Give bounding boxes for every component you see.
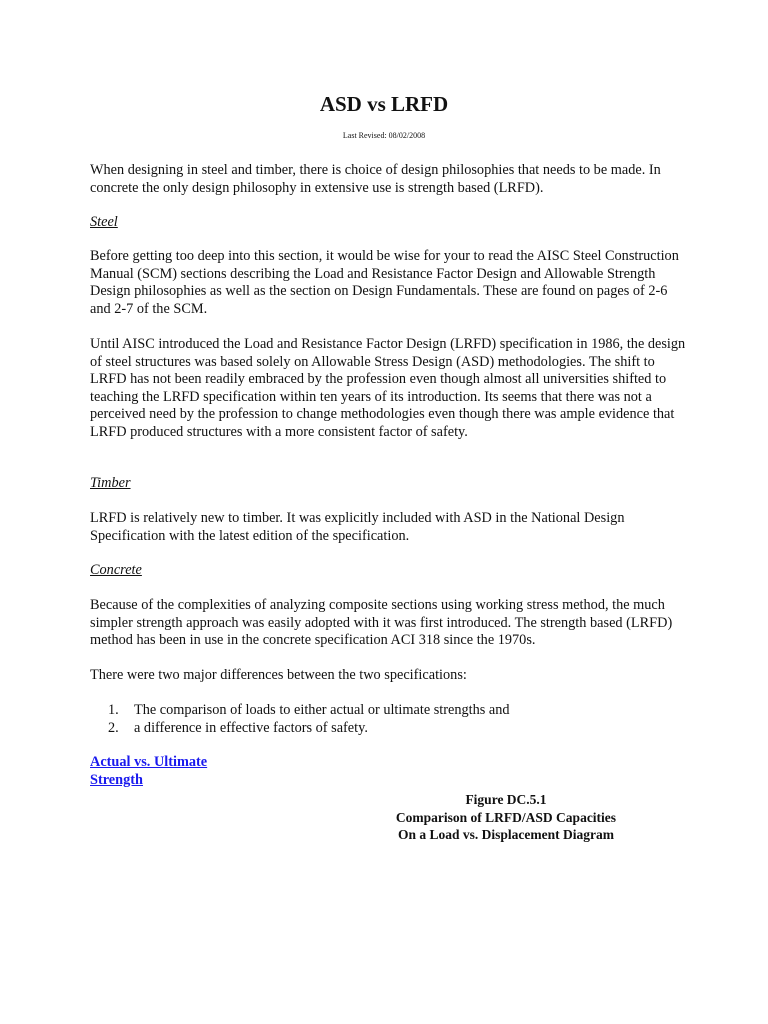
list-item-text: a difference in effective factors of safety.: [134, 719, 368, 736]
list-item-text: The comparison of loads to either actual or ultimate strengths and: [134, 702, 510, 718]
list-item-number: 1.: [108, 702, 119, 718]
concrete-heading: Concrete: [90, 562, 142, 578]
list-item-number: 2.: [108, 719, 119, 736]
steel-paragraph-2: Until AISC introduced the Load and Resistance Factor Design (LRFD) specification in 1986, the design of steel structures was based solely on Allowable Stress Design (ASD) methodologies. The shift to LRFD has not been readily embraced by the profession even though almost all universities shifted to teaching the LRFD specification within ten years of its introduction. Its seems that there was not a perceived need by the profession to change methodologies even though there was ample evidence that LRFD produced structures with a more consistent factor of safety.: [90, 336, 686, 440]
list-item: [108, 720, 668, 738]
document-title: ASD vs LRFD: [319, 92, 449, 116]
figure-title-line-3: On a Load vs. Displacement Diagram: [398, 827, 614, 843]
steel-paragraph-1: Before getting too deep into this section, it would be wise for your to read the AISC Steel Construction Manual (SCM) sections describing the Load and Resistance Factor Design and Allowable Strength Design philosophies as well as the section on Design Fundamentals. These are found on pages of 2-6 and 2-7 of the SCM.: [90, 248, 679, 317]
list-item: [108, 702, 668, 720]
steel-heading: Steel: [90, 214, 118, 230]
actual-vs-ultimate-strength-link[interactable]: Actual vs. Ultimate Strength: [90, 754, 208, 788]
concrete-paragraph-2: There were two major differences between the two specifications:: [90, 667, 467, 683]
figure-label: Figure DC.5.1: [465, 792, 547, 807]
concrete-paragraph-1: Because of the complexities of analyzing composite sections using working stress method, the much simpler strength approach was easily adopted with it was first introduced. The strength based (LRFD) method has been in use in the concrete specification ACI 318 since the 1970s.: [90, 597, 673, 649]
last-revised-date: Last Revised: 08/02/2008: [342, 131, 426, 140]
intro-paragraph: When designing in steel and timber, there is choice of design philosophies that needs to be made. In concrete the only design philosophy in extensive use is strength based (LRFD).: [90, 162, 661, 196]
figure-title-line-2: Comparison of LRFD/ASD Capacities: [395, 809, 617, 825]
differences-list: [108, 702, 668, 737]
figure-caption: [306, 791, 706, 844]
timber-paragraph: LRFD is relatively new to timber. It was explicitly included with ASD in the National Design Specification with the latest edition of the specification.: [90, 510, 625, 544]
timber-heading: Timber: [90, 475, 131, 491]
